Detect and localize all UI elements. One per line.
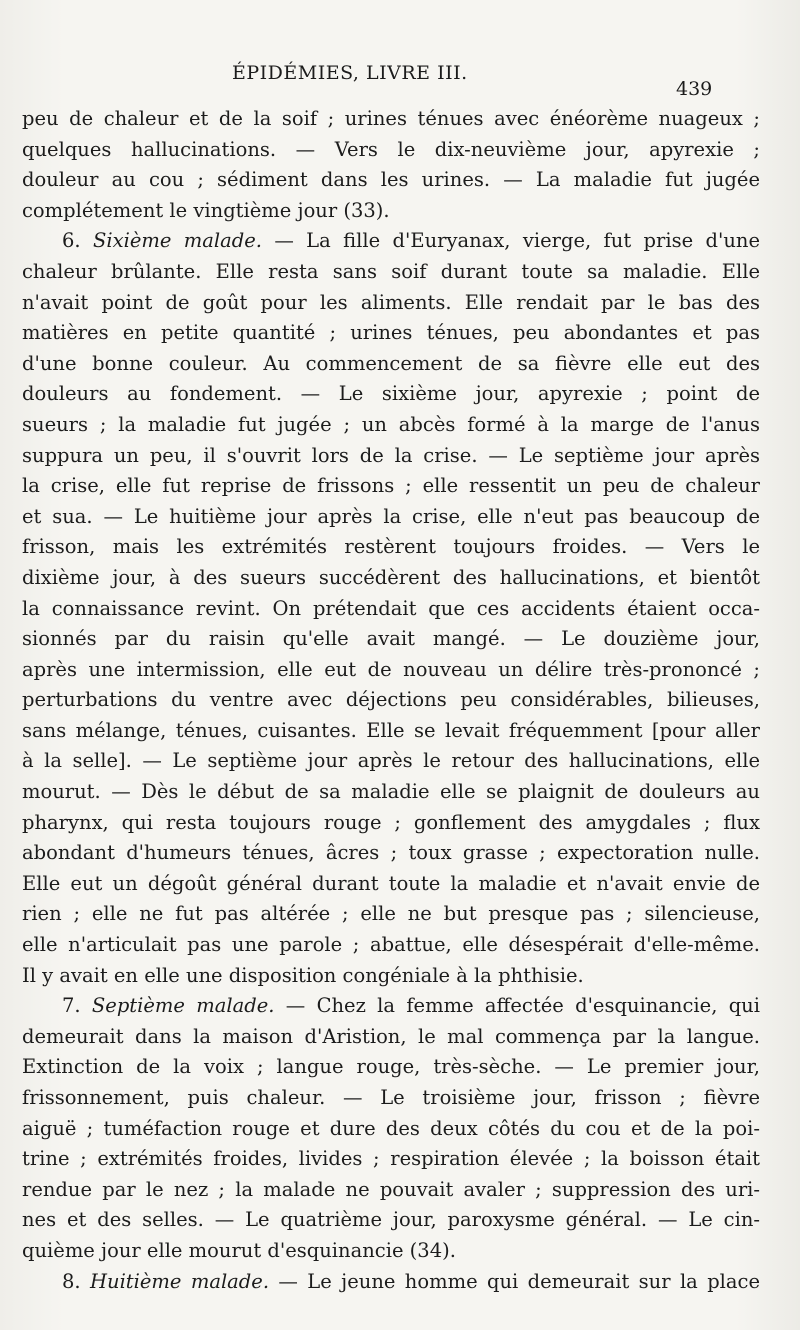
text-line	[22, 655, 760, 686]
text-line	[22, 1175, 760, 1206]
line-text: la connaissance revint. On prétendait que ces accidents étaient occa-	[22, 596, 760, 620]
line-text: suppura un peu, il s'ouvrit lors de la crise. — Le septième jour après	[22, 443, 760, 467]
text-line	[22, 838, 760, 869]
line-text: elle n'articulait pas une parole ; abattue, elle désespérait d'elle-même.	[22, 933, 760, 957]
line-text: frisson, mais les extrémités restèrent toujours froides. — Vers le	[22, 535, 760, 559]
line-text: trine ; extrémités froides, livides ; respiration élevée ; la boisson était	[22, 1147, 760, 1171]
text-line	[22, 899, 760, 930]
line-text: quelques hallucinations. — Vers le dix-neuvième jour, apyrexie ;	[22, 137, 760, 161]
line-text: douleur au cou ; sédiment dans les urines. — La maladie fut jugée	[22, 168, 760, 192]
line-text: rien ; elle ne fut pas altérée ; elle ne but presque pas ; silencieuse,	[22, 902, 760, 926]
line-text: Elle eut un dégoût général durant toute la maladie et n'avait envie de	[22, 871, 760, 895]
text-line	[22, 685, 760, 716]
text-line	[22, 869, 760, 900]
text-line	[22, 165, 760, 196]
line-text: perturbations du ventre avec déjections peu considérables, bilieuses,	[22, 688, 760, 712]
line-text: mourut. — Dès le début de sa maladie elle se plaignit de douleurs au	[22, 780, 760, 804]
body-text	[22, 104, 760, 1297]
line-text: — Chez la femme affectée d'esquinancie, qui	[274, 994, 760, 1018]
text-line	[22, 1114, 760, 1145]
line-text: à la selle]. — Le septième jour après le retour des hallucinations, elle	[22, 749, 760, 773]
line-text: douleurs au fondement. — Le sixième jour, apyrexie ; point de	[22, 382, 760, 406]
running-head-title: ÉPIDÉMIES, LIVRE III.	[232, 62, 468, 84]
text-line	[22, 1267, 760, 1298]
text-line	[22, 135, 760, 166]
text-line	[22, 288, 760, 319]
text-line	[22, 441, 760, 472]
line-text: aiguë ; tuméfaction rouge et dure des deux côtés du cou et de la poi-	[22, 1116, 760, 1140]
line-text: — La fille d'Euryanax, vierge, fut prise d'une	[261, 229, 760, 253]
text-line	[22, 226, 760, 257]
text-line	[22, 716, 760, 747]
text-line	[22, 808, 760, 839]
text-line	[22, 1052, 760, 1083]
text-line	[22, 349, 760, 380]
text-line	[22, 594, 760, 625]
text-line	[22, 1144, 760, 1175]
text-line	[22, 1236, 760, 1267]
text-line	[22, 104, 760, 135]
case-number: 7.	[62, 994, 92, 1018]
line-text: demeurait dans la maison d'Aristion, le mal commença par la langue.	[22, 1024, 760, 1048]
text-line	[22, 1205, 760, 1236]
line-text: rendue par le nez ; la malade ne pouvait avaler ; suppression des uri-	[22, 1177, 760, 1201]
text-line	[22, 379, 760, 410]
page-number: 439	[676, 78, 713, 100]
line-text: après une intermission, elle eut de nouveau un délire très-prononcé ;	[22, 657, 760, 681]
line-text: sionnés par du raisin qu'elle avait mangé. — Le douzième jour,	[22, 627, 760, 651]
line-text: frissonnement, puis chaleur. — Le troisième jour, frisson ; fièvre	[22, 1086, 760, 1109]
text-line	[22, 532, 760, 563]
line-text: chaleur brûlante. Elle resta sans soif durant toute sa maladie. Elle	[22, 259, 760, 283]
text-line	[22, 257, 760, 288]
line-text: nes et des selles. — Le quatrième jour, paroxysme général. — Le cin-	[22, 1208, 760, 1232]
text-line	[22, 1022, 760, 1053]
line-text: — Le jeune homme qui demeurait sur la place	[269, 1269, 760, 1293]
line-text: et sua. — Le huitième jour après la crise, elle n'eut pas beaucoup de	[22, 504, 760, 528]
text-line	[22, 746, 760, 777]
line-text: sans mélange, ténues, cuisantes. Elle se levait fréquemment [pour aller	[22, 718, 760, 742]
text-line	[22, 471, 760, 502]
line-text: n'avait point de goût pour les aliments. Elle rendait par le bas des	[22, 290, 760, 314]
text-line	[22, 410, 760, 441]
line-text: la crise, elle fut reprise de frissons ; elle ressentit un peu de chaleur	[22, 474, 760, 498]
text-line	[22, 563, 760, 594]
case-number: 6.	[62, 229, 93, 253]
text-line	[22, 961, 760, 992]
text-line	[22, 502, 760, 533]
case-heading: Sixième malade.	[92, 229, 262, 253]
line-text: Il y avait en elle une disposition congéniale à la phthisie.	[22, 963, 584, 987]
line-text: peu de chaleur et de la soif ; urines ténues avec énéorème nuageux ;	[22, 107, 760, 130]
text-line	[22, 196, 760, 227]
running-head	[0, 62, 800, 100]
text-line	[22, 777, 760, 808]
line-text: sueurs ; la maladie fut jugée ; un abcès formé à la marge de l'anus	[22, 412, 760, 436]
case-heading: Huitième malade.	[90, 1269, 270, 1293]
text-line	[22, 624, 760, 655]
text-line	[22, 1083, 760, 1114]
line-text: matières en petite quantité ; urines ténues, peu abondantes et pas	[22, 321, 760, 345]
line-text: quième jour elle mourut d'esquinancie (34).	[22, 1238, 456, 1262]
text-line	[22, 930, 760, 961]
line-text: abondant d'humeurs ténues, âcres ; toux grasse ; expectoration nulle.	[22, 841, 760, 865]
case-number: 8.	[62, 1269, 90, 1293]
line-text: dixième jour, à des sueurs succédèrent des hallucinations, et bientôt	[22, 565, 760, 589]
text-line	[22, 991, 760, 1022]
line-text: Extinction de la voix ; langue rouge, très-sèche. — Le premier jour,	[22, 1055, 760, 1079]
line-text: complétement le vingtième jour (33).	[22, 198, 390, 222]
line-text: pharynx, qui resta toujours rouge ; gonflement des amygdales ; flux	[22, 810, 760, 834]
text-line	[22, 318, 760, 349]
line-text: d'une bonne couleur. Au commencement de sa fièvre elle eut des	[22, 351, 760, 375]
case-heading: Septième malade.	[91, 994, 275, 1018]
